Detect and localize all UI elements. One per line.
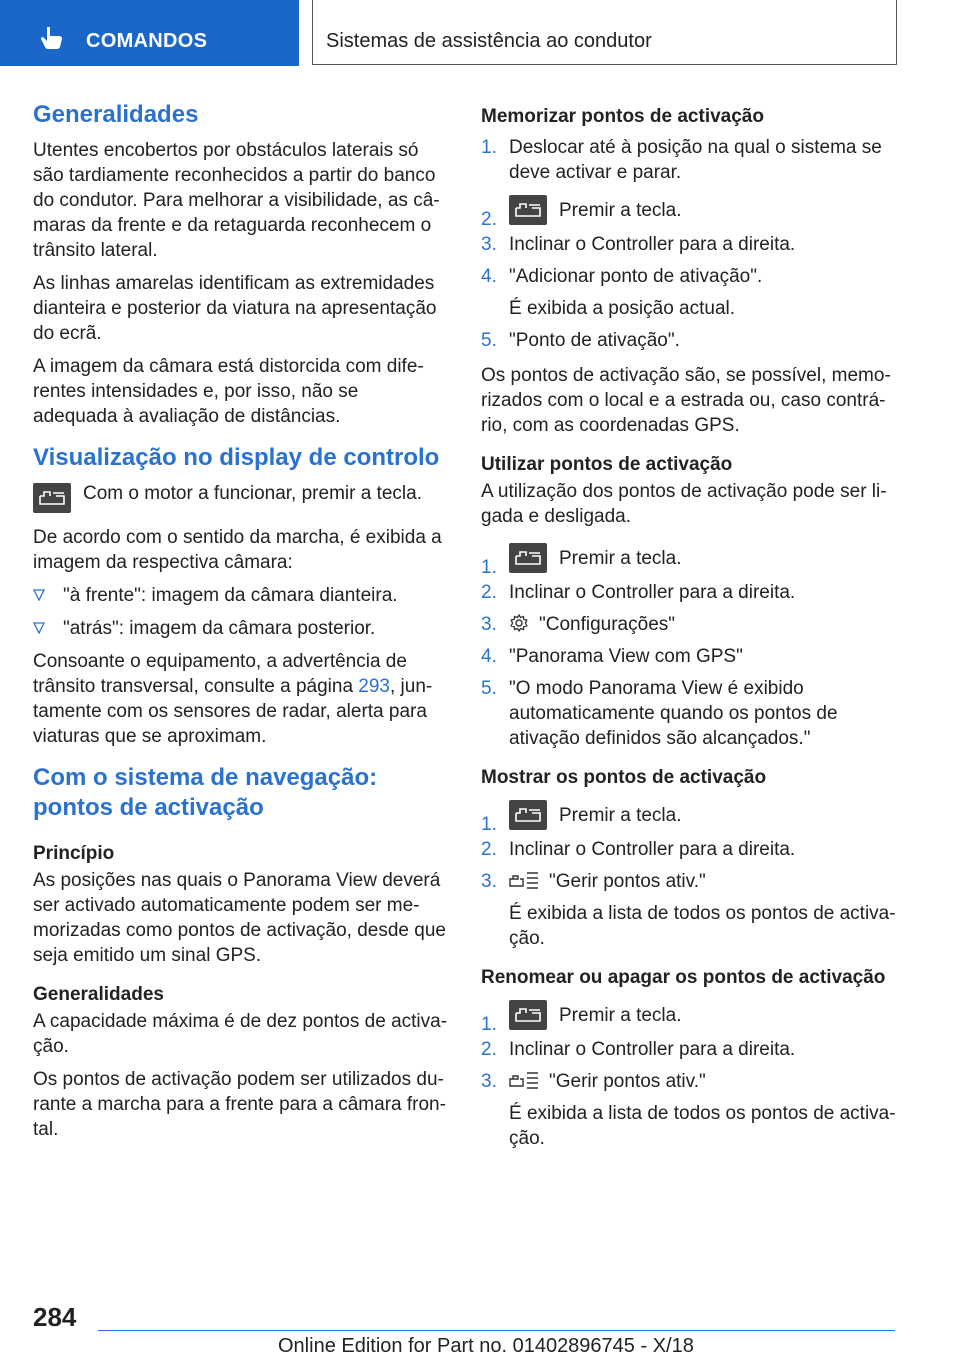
- paragraph: A utilização dos pontos de activação pode ser ligada e desligada.: [481, 481, 887, 527]
- gear-icon: [509, 613, 529, 633]
- paragraph: Utentes encobertos por obstáculos laterais só são tardiamente reconhecidos a partir do banco do condutor. Para melhorar a visibilidade, as câmaras da frente e da retaguarda reconhecem o trânsito lateral.: [33, 140, 440, 261]
- heading-principio: Princípio: [33, 843, 115, 864]
- bullet-item: "à frente": imagem da câmara dianteira.: [33, 583, 448, 608]
- triangle-bullet-icon: [33, 589, 45, 601]
- section-tab: [0, 0, 299, 66]
- memorizar-steps: [481, 135, 896, 353]
- camera-key-icon: [33, 483, 71, 513]
- camera-key-icon: [509, 543, 547, 573]
- list-item: 1. Deslocar até à posição na qual o sistema se deve activar e parar.: [481, 137, 882, 183]
- paragraph: A capacidade máxima é de dez pontos de activação.: [33, 1011, 448, 1057]
- list-item: 3. Inclinar o Controller para a direita.: [481, 234, 796, 255]
- heading-navegacao: Com o sistema de navegação: pontos de activação: [33, 764, 378, 821]
- paragraph: A imagem da câmara está distorcida com diferentes intensidades e, por isso, não se adequada à avaliação de distâncias.: [33, 356, 424, 427]
- page-number: 284: [33, 1302, 77, 1332]
- list-item: 3. "Gerir pontos ativ." É exibida a lista de todos os pontos de activação.: [481, 871, 896, 949]
- camera-key-icon: [509, 800, 547, 830]
- camera-list-icon: [509, 870, 539, 890]
- list-item: 5. "O modo Panorama View é exibido automaticamente quando os pontos de ativação definidos são alcançados.": [481, 678, 838, 749]
- list-item: 5. "Ponto de ativação".: [481, 330, 680, 351]
- list-item: 4. "Adicionar ponto de ativação". É exibida a posição actual.: [481, 266, 763, 319]
- page-link[interactable]: 293: [358, 676, 390, 697]
- list-item: 3. "Configurações": [481, 614, 676, 635]
- camera-key-icon: [509, 1000, 547, 1030]
- mostrar-steps: [481, 800, 896, 951]
- chapter-label: Sistemas de assistência ao condutor: [326, 30, 652, 52]
- heading-generalidades: Generalidades: [33, 101, 199, 128]
- page-header: [0, 0, 960, 66]
- left-column: [33, 100, 448, 1150]
- list-item: 2. Inclinar o Controller para a direita.: [481, 582, 796, 603]
- paragraph: Consoante o equipamento, a advertência de trânsito transversal, consulte a página 293, juntamente com os sensores de radar, alerta para viaturas que se aproximam.: [33, 651, 433, 747]
- list-item: 1. Premir a tecla.: [481, 800, 896, 830]
- pointing-hand-icon: [38, 25, 64, 51]
- list-item: 2. Inclinar o Controller para a direita.: [481, 839, 796, 860]
- list-item: 4. "Panorama View com GPS": [481, 646, 743, 667]
- key-instruction-text: Com o motor a funcionar, premir a tecla.: [83, 483, 422, 504]
- camera-list-icon: [509, 1070, 539, 1090]
- paragraph: De acordo com o sentido da marcha, é exibida a imagem da respectiva câmara:: [33, 527, 442, 573]
- utilizar-steps: [481, 543, 896, 751]
- right-column: [481, 104, 896, 1161]
- heading-memorizar: Memorizar pontos de activação: [481, 106, 764, 127]
- edition-note: Online Edition for Part no. 01402896745 - X/18: [278, 1335, 694, 1357]
- list-item: 2. Premir a tecla.: [481, 195, 896, 225]
- paragraph: Os pontos de activação podem ser utilizados durante a marcha para a frente para a câmara frontal.: [33, 1069, 446, 1140]
- list-item: 1. Premir a tecla.: [481, 1000, 896, 1030]
- renomear-steps: [481, 1000, 896, 1151]
- triangle-bullet-icon: [33, 622, 45, 634]
- section-label: COMANDOS: [86, 30, 208, 52]
- heading-utilizar: Utilizar pontos de activação: [481, 454, 733, 475]
- heading-mostrar: Mostrar os pontos de activação: [481, 767, 767, 788]
- heading-generalidades-2: Generalidades: [33, 984, 164, 1005]
- paragraph: Os pontos de activação são, se possível, memorizados com o local e a estrada ou, caso contrário, com as coordenadas GPS.: [481, 365, 891, 436]
- list-item: 2. Inclinar o Controller para a direita.: [481, 1039, 796, 1060]
- paragraph: As linhas amarelas identificam as extremidades dianteira e posterior da viatura na apresentação do ecrã.: [33, 273, 437, 344]
- heading-visualizacao: Visualização no display de controlo: [33, 444, 440, 471]
- list-item: 1. Premir a tecla.: [481, 543, 896, 573]
- heading-renomear: Renomear ou apagar os pontos de activação: [481, 967, 886, 988]
- bullet-item: "atrás": imagem da câmara posterior.: [33, 616, 448, 641]
- chapter-tab: [312, 0, 897, 65]
- footer-divider: [98, 1330, 895, 1331]
- camera-key-icon: [509, 195, 547, 225]
- list-item: 3. "Gerir pontos ativ." É exibida a lista de todos os pontos de activação.: [481, 1071, 896, 1149]
- camera-key-instruction: [33, 481, 448, 513]
- paragraph: As posições nas quais o Panorama View deverá ser activado automaticamente podem ser memorizadas como pontos de activação, desde que seja emitido um sinal GPS.: [33, 870, 446, 966]
